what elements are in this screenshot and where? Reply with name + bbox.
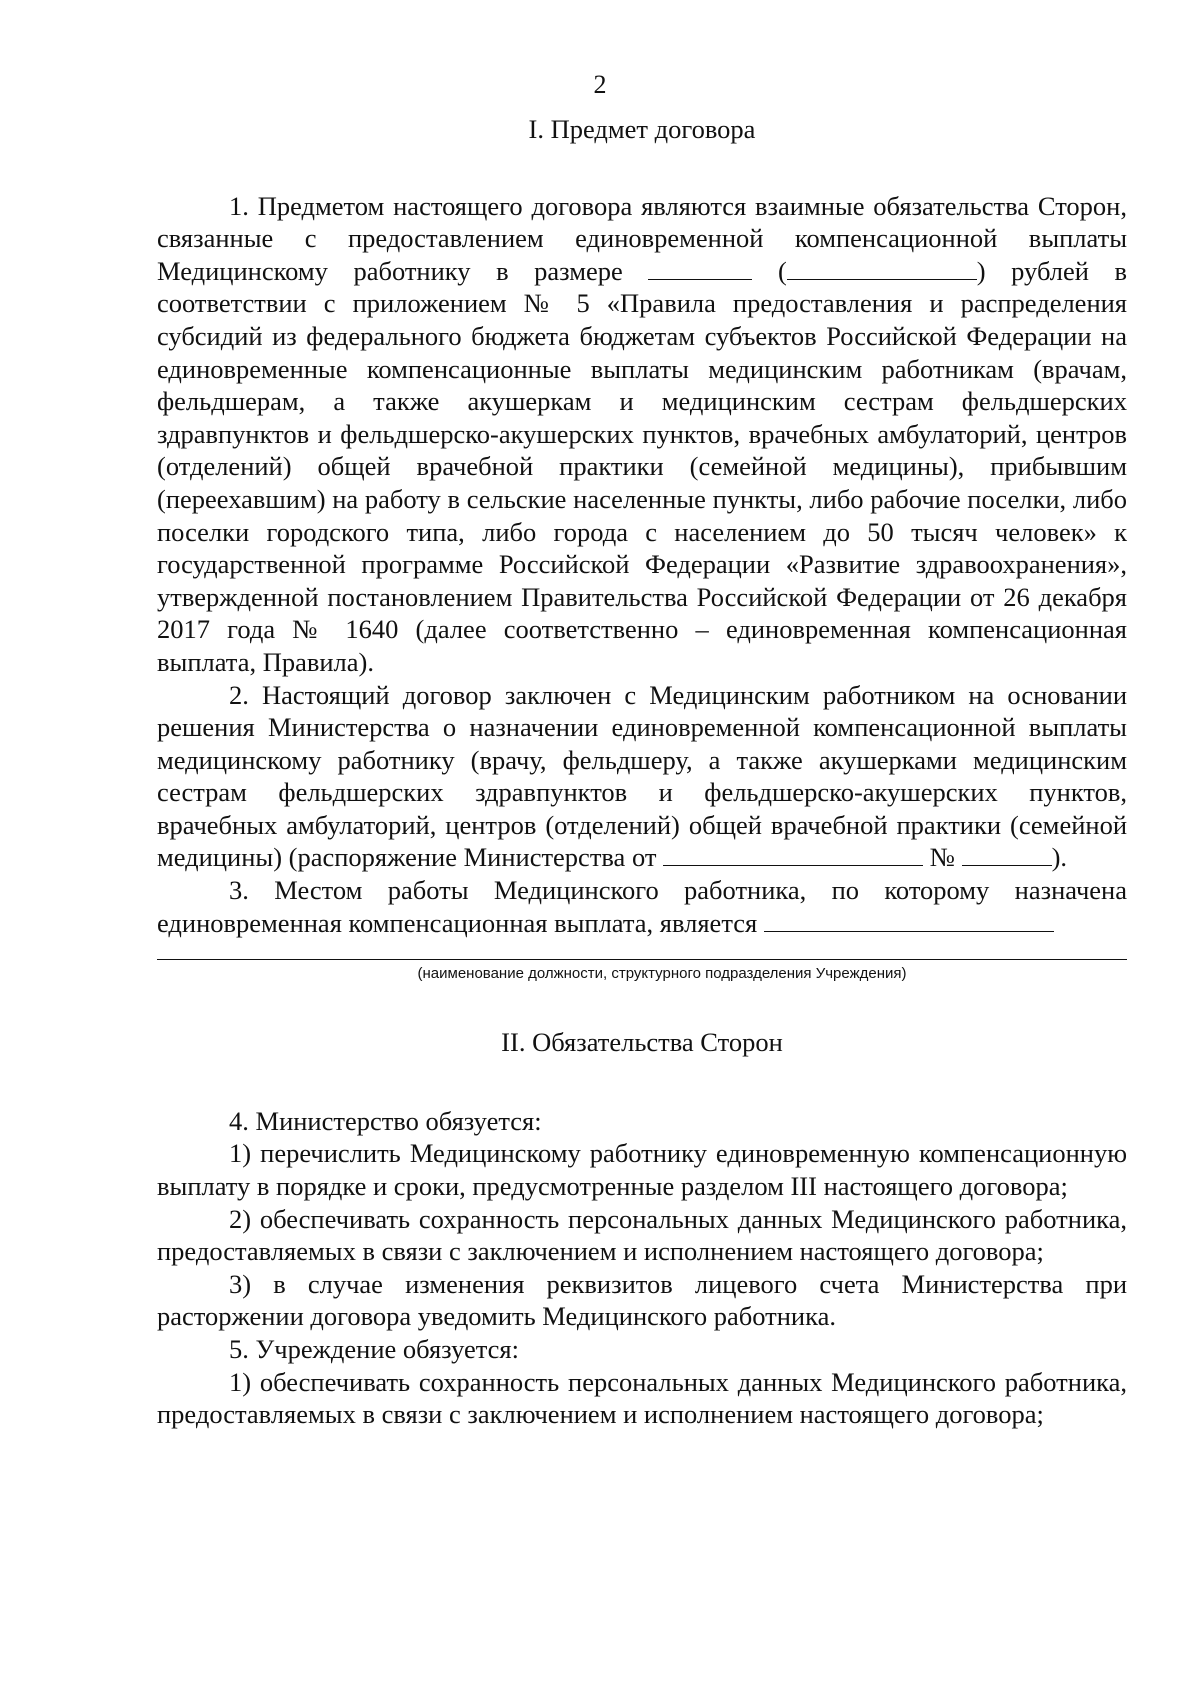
- paren-close: ): [976, 255, 986, 286]
- workplace-full-blank-line: [157, 941, 1127, 960]
- clause-5-1: 1) обеспечивать сохранность персональных данных Медицинского работника, предоставляемых в связи с заключением и исполнением настоящего договора;: [157, 1366, 1127, 1430]
- order-number-sign: №: [929, 842, 955, 873]
- clause-3-text: 3. Местом работы Медицинского работника, по которому назначена единовременная компенсационная выплата, является: [157, 875, 1127, 938]
- order-reference-line: [464, 842, 1067, 872]
- workplace-blank: [764, 909, 1054, 932]
- order-date-blank: [663, 843, 923, 866]
- paren-open: (: [777, 255, 787, 286]
- clause-1-continuation: рублей в соответствии с приложением № 5 «Правила предоставления и распределения субсидий из федерального бюджета бюджетам субъектов Российской Федерации на единовременные компенсационные выплаты медицинским работникам (врачам, фельдшерам, а также акушеркам и медицинским сестрам фельдшерских здравпунктов и фельдшерско-акушерских пунктов, врачебных амбулаторий, центров (отделений) общей врачебной практики (семейной медицины), прибывшим (переехавшим) на работу в сельские населенные пункты, либо рабочие поселки, либо поселки городского типа, либо города с населением до 50 тысяч человек» к государственной программе Российской Федерации «Развитие здравоохранения», утвержденной постановлением Правительства Российской Федерации от 26 декабря 2017 года № 1640 (далее соответственно – единовременная компенсационная выплата, Правила).: [157, 255, 1128, 677]
- clause-5: 5. Учреждение обязуется:: [229, 1334, 519, 1364]
- order-close: ).: [1051, 842, 1068, 873]
- clause-4-2: 2) обеспечивать сохранность персональных данных Медицинского работника, предоставляемых в связи с заключением и исполнением настоящего договора;: [157, 1203, 1127, 1267]
- document-body: [157, 113, 1127, 1431]
- order-number-blank: [962, 843, 1052, 866]
- clause-4-3: 3) в случае изменения реквизитов лицевого счета Министерства при расторжении договора уведомить Медицинского работника.: [157, 1268, 1127, 1332]
- amount-words-blank: [787, 257, 977, 280]
- page-number: 2: [593, 70, 607, 99]
- section-1-title: I. Предмет договора: [528, 114, 756, 144]
- clause-4-1: 1) перечислить Медицинскому работнику единовременную компенсационную выплату в порядке и сроки, предусмотренные разделом III настоящего договора;: [157, 1138, 1127, 1202]
- clause-4: 4. Министерство обязуется:: [229, 1105, 542, 1136]
- amount-digits-blank: [648, 257, 752, 280]
- clause-2: [157, 679, 1127, 875]
- order-from-label: Министерства от: [463, 842, 657, 873]
- clause-1: [157, 190, 1127, 679]
- section-2-title: II. Обязательства Сторон: [501, 1027, 783, 1058]
- workplace-caption: (наименование должности, структурного подразделения Учреждения): [417, 965, 907, 983]
- clause-2-text: 2. Настоящий договор заключен с Медицинским работником на основании решения Министерства о назначении единовременной компенсационной выплаты медицинскому работнику (врачу, фельдшеру, а также акушерками медицинским сестрам фельдшерских здравпунктов и фельдшерско-акушерских пунктов, врачебных амбулаторий, центров (отделений) общей врачебной практики (семейной медицины) (распоряжение: [157, 679, 1127, 873]
- clause-1-text: 1. Предметом настоящего договора являются взаимные обязательства Сторон, связанные с предоставлением единовременной компенсационной выплаты Медицинскому работнику в размере: [157, 190, 1127, 286]
- clause-3: [157, 874, 1127, 939]
